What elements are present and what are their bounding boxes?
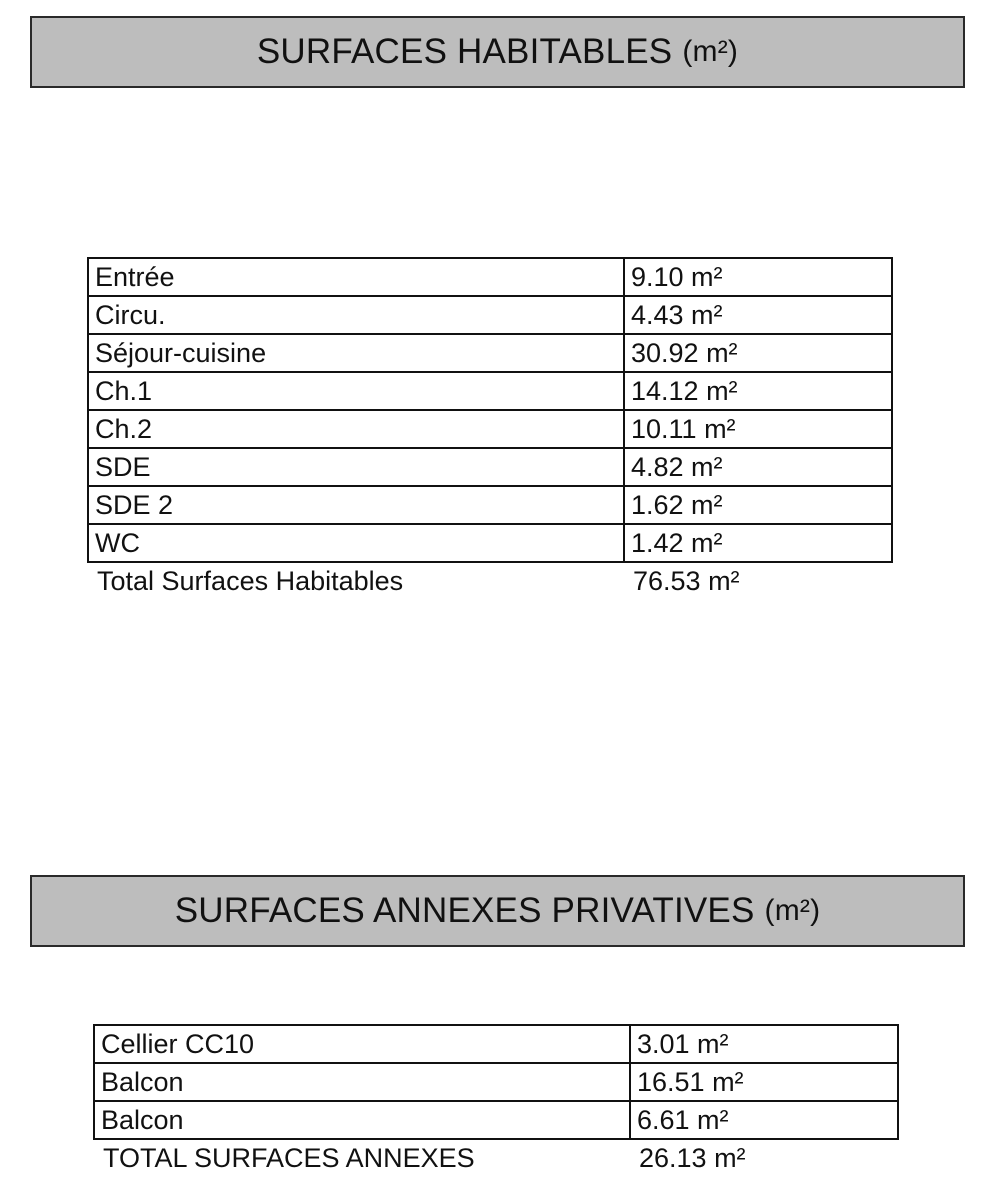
room-area: 1.62 m² — [624, 486, 892, 524]
table-row — [88, 296, 892, 334]
room-area: 16.51 m² — [630, 1063, 898, 1101]
annexes-unit: (m²) — [764, 894, 821, 927]
table-row — [88, 372, 892, 410]
room-name: WC — [88, 524, 624, 562]
annexes-table — [93, 1024, 899, 1176]
annexes-header — [30, 875, 965, 947]
room-area: 4.82 m² — [624, 448, 892, 486]
total-row — [94, 1139, 898, 1176]
room-area: 3.01 m² — [630, 1025, 898, 1063]
room-area: 1.42 m² — [624, 524, 892, 562]
habitables-table — [87, 257, 893, 599]
table-row — [88, 448, 892, 486]
total-value: 26.13 m² — [639, 1143, 746, 1173]
total-label: Total Surfaces Habitables — [97, 566, 404, 596]
total-row — [88, 562, 892, 599]
table-row — [88, 334, 892, 372]
table-row — [88, 524, 892, 562]
habitables-header — [30, 16, 965, 88]
room-name: Entrée — [88, 258, 624, 296]
room-area: 10.11 m² — [624, 410, 892, 448]
room-name: Séjour-cuisine — [88, 334, 624, 372]
table-row — [94, 1063, 898, 1101]
room-area: 4.43 m² — [624, 296, 892, 334]
table-row — [88, 258, 892, 296]
room-area: 30.92 m² — [624, 334, 892, 372]
total-value: 76.53 m² — [633, 566, 740, 596]
table-row — [88, 410, 892, 448]
room-name: Balcon — [94, 1063, 630, 1101]
room-name: Circu. — [88, 296, 624, 334]
table-row — [94, 1101, 898, 1139]
room-name: Cellier CC10 — [94, 1025, 630, 1063]
table-row — [94, 1025, 898, 1063]
total-label: TOTAL SURFACES ANNEXES — [103, 1143, 475, 1173]
room-name: Balcon — [94, 1101, 630, 1139]
room-area: 6.61 m² — [630, 1101, 898, 1139]
room-name: Ch.1 — [88, 372, 624, 410]
table-row — [88, 486, 892, 524]
annexes-title: SURFACES ANNEXES PRIVATIVES — [174, 891, 755, 930]
room-area: 14.12 m² — [624, 372, 892, 410]
habitables-title: SURFACES HABITABLES — [256, 32, 673, 71]
room-area: 9.10 m² — [624, 258, 892, 296]
room-name: Ch.2 — [88, 410, 624, 448]
room-name: SDE — [88, 448, 624, 486]
room-name: SDE 2 — [88, 486, 624, 524]
habitables-unit: (m²) — [682, 35, 739, 68]
